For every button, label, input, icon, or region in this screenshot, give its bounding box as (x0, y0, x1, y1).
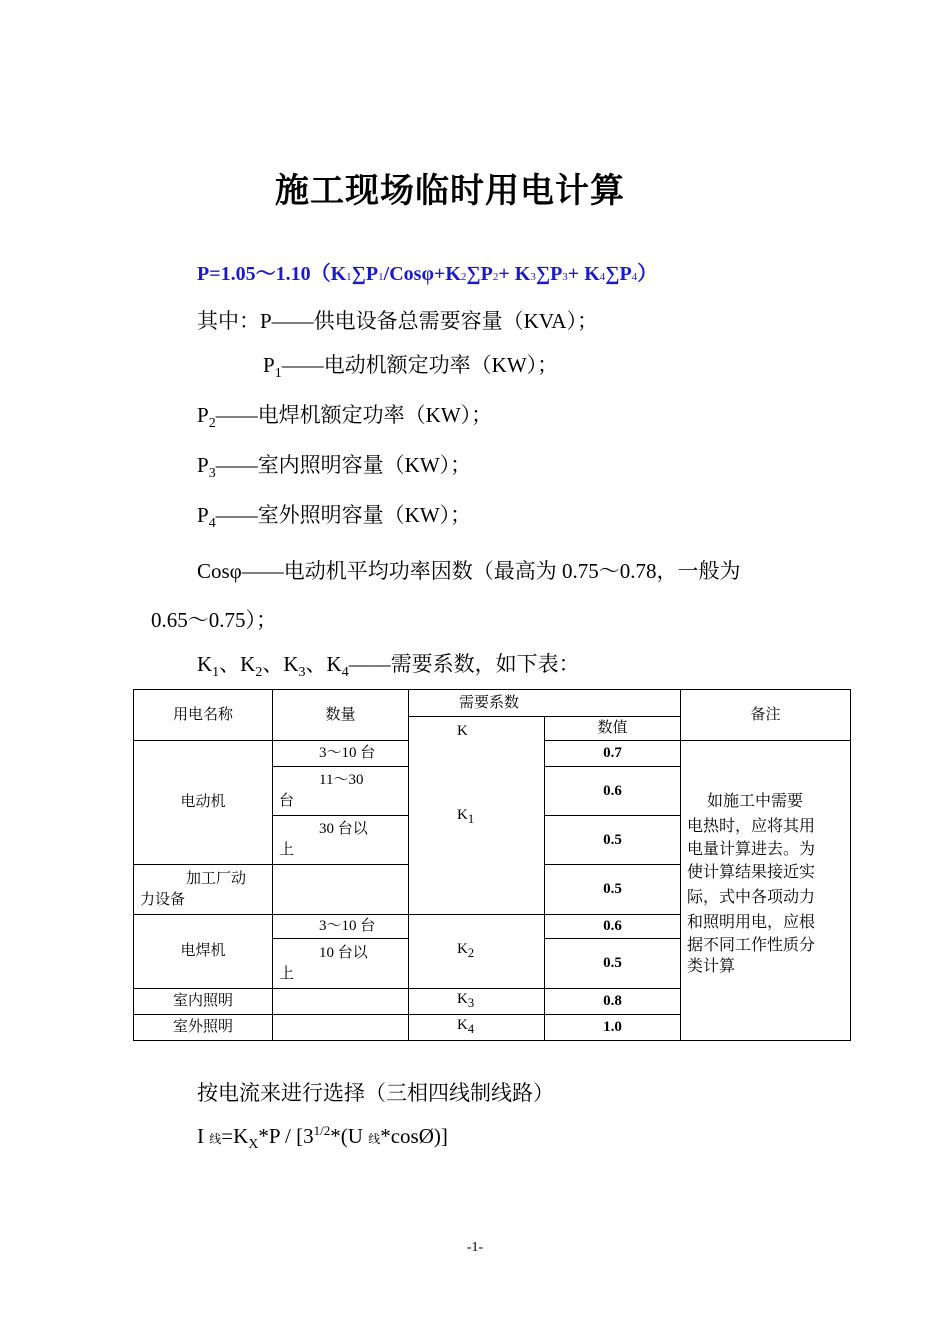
k1-label: $K_1$ (457, 807, 475, 826)
motor-value-1: 0.7 (545, 741, 681, 767)
table-header-row (134, 690, 851, 717)
note-line: 和照明用电，应根 (687, 914, 816, 931)
note-line: 使计算结果接近实 (687, 864, 816, 881)
definition-p: 其中：P——供电设备总需要容量（KVA）； (197, 309, 598, 333)
motor-qty-3: 30 台以 上 (273, 816, 409, 865)
header-name: 用电名称 (134, 690, 273, 741)
header-k: K (457, 723, 468, 739)
indoor-name: 室内照明 (134, 989, 273, 1015)
definition-p2: $P_2——$电焊机额定功率（KW）； (197, 403, 493, 432)
note-line: 如施工中需要 (707, 793, 804, 810)
note-line: 类计算 (687, 958, 736, 975)
note-line: 电热时，应将其用 (687, 818, 816, 835)
factory-value: 0.5 (545, 865, 681, 915)
welder-qty-2: 10 台以 上 (273, 939, 409, 989)
welder-qty-1: 3～10 台 (273, 915, 409, 939)
page-number: -1- (466, 1240, 484, 1255)
page-title: 施工现场临时用电计算 (275, 173, 625, 210)
definition-p4: $P_4——$室外照明容量（KW）； (197, 503, 472, 532)
power-formula: P=1.05～1.10（K1∑P1/Cosφ+K2∑P2+ K3∑P3+ K4∑P4） (197, 263, 658, 285)
definition-p1: $P_1——$电动机额定功率（KW）； (263, 353, 559, 382)
welder-value-2: 0.5 (545, 939, 681, 989)
note-line: 据不同工作性质分 (687, 937, 816, 954)
coefficient-table (133, 689, 851, 1041)
motor-value-3: 0.5 (545, 816, 681, 865)
current-formula: I 线$=K_X*P / [3^{1/2}*(U$ 线*cosØ)] (197, 1123, 448, 1153)
header-note: 备注 (681, 690, 851, 741)
welder-value-1: 0.6 (545, 915, 681, 939)
k3-label: $K_3$ (409, 989, 545, 1015)
motor-qty-2: 11～30 台 (273, 767, 409, 816)
note-line: 际，式中各项动力 (687, 889, 816, 906)
outdoor-qty (273, 1015, 409, 1041)
outdoor-name: 室外照明 (134, 1015, 273, 1041)
motor-qty-1: 3～10 台 (273, 741, 409, 767)
note-line: 电量计算进去。为 (687, 841, 816, 858)
factory-qty (273, 865, 409, 915)
motor-value-2: 0.6 (545, 767, 681, 816)
factory-name: 加工厂动 力设备 (134, 865, 273, 915)
k2-label: $K_2$ (409, 915, 545, 989)
welder-name: 电焊机 (134, 915, 273, 989)
note-cell (681, 741, 851, 1041)
k1-cell (409, 717, 545, 915)
indoor-qty (273, 989, 409, 1015)
definition-p3: $P_3——$室内照明容量（KW）； (197, 453, 472, 482)
definition-k-intro: $K_1$、$K_2$、$K_3$、$K_4——$需要系数，如下表： (197, 652, 580, 681)
motor-name: 电动机 (134, 741, 273, 865)
header-value: 数值 (545, 717, 681, 741)
header-qty: 数量 (273, 690, 409, 741)
indoor-value: 0.8 (545, 989, 681, 1015)
definition-cos-line2: 0.65～0.75）； (151, 608, 277, 632)
definition-cos-line1: Cosφ——电动机平均功率因数（最高为 0.75～0.78，一般为 (197, 559, 741, 583)
header-coef: 需要系数 (409, 690, 681, 717)
k4-label: $K_4$ (409, 1015, 545, 1041)
current-selection-intro: 按电流来进行选择（三相四线制线路） (197, 1081, 554, 1105)
outdoor-value: 1.0 (545, 1015, 681, 1041)
